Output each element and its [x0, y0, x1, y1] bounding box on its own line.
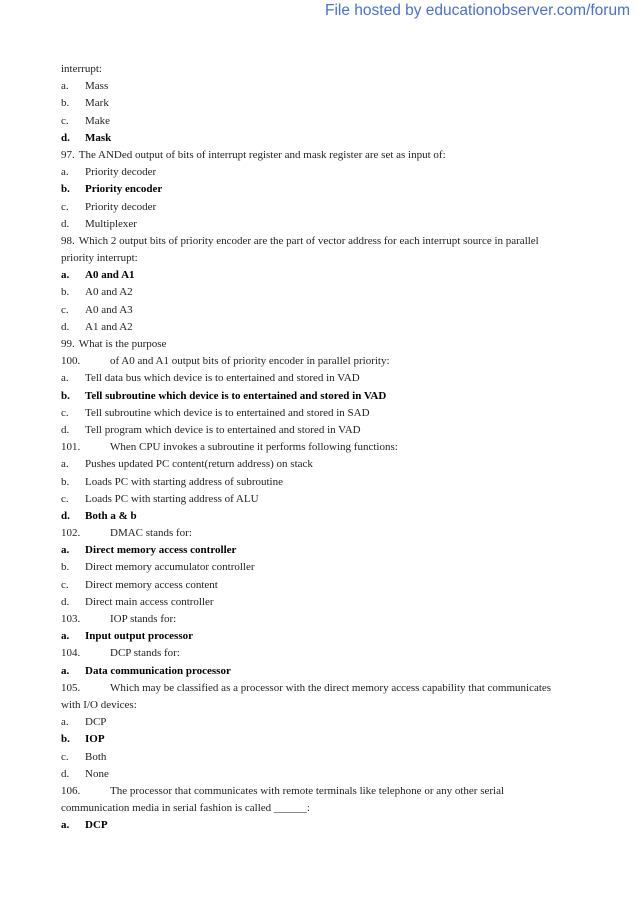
hosted-by-watermark: File hosted by educationobserver.com/forum: [325, 2, 630, 19]
option-text: A1 and A2: [85, 320, 133, 333]
answer-option-correct: [61, 663, 621, 680]
option-letter: c.: [61, 492, 69, 505]
answer-option-correct: [61, 817, 621, 834]
question-number: 100.: [61, 355, 81, 368]
question-line: [61, 439, 621, 456]
question-number: 106.: [61, 784, 81, 797]
option-letter: b.: [61, 183, 70, 196]
option-letter: d.: [61, 423, 70, 436]
option-letter: a.: [61, 458, 69, 471]
question-number: 99.: [61, 338, 75, 350]
answer-option: [61, 216, 621, 233]
option-text: IOP: [85, 733, 105, 746]
answer-option: [61, 714, 621, 731]
question-line: [61, 233, 621, 250]
answer-option: [61, 422, 621, 439]
quiz-document: [61, 61, 621, 834]
answer-option: [61, 474, 621, 491]
answer-option: [61, 199, 621, 216]
question-number: 105.: [61, 681, 81, 694]
option-text: Make: [85, 114, 111, 127]
question-number: 104.: [61, 647, 81, 660]
option-text: Tell subroutine which device is to entertained and stored in SAD: [85, 406, 370, 419]
option-letter: a.: [61, 80, 69, 93]
option-text: Tell subroutine which device is to entertained and stored in VAD: [85, 389, 387, 402]
answer-option: [61, 405, 621, 422]
option-text: Loads PC with starting address of ALU: [85, 492, 259, 505]
option-text: Mass: [85, 80, 109, 93]
text-line: [61, 697, 621, 714]
question-text: Which 2 output bits of priority encoder are the part of vector address for each interrupt source in parallel: [78, 234, 539, 247]
option-text: Mark: [85, 97, 109, 110]
answer-option: [61, 302, 621, 319]
answer-option: [61, 78, 621, 95]
answer-option: [61, 113, 621, 130]
option-text: Mask: [85, 131, 112, 144]
option-text: Multiplexer: [85, 217, 137, 230]
answer-option: [61, 456, 621, 473]
question-text: Which may be classified as a processor with the direct memory access capability that communicates: [110, 681, 552, 694]
option-letter: d.: [61, 595, 70, 608]
option-text: A0 and A3: [85, 303, 133, 316]
option-letter: c.: [61, 406, 69, 419]
question-text: The processor that communicates with remote terminals like telephone or any other serial: [110, 784, 505, 797]
option-text: Direct memory accumulator controller: [85, 561, 255, 574]
answer-option: [61, 559, 621, 576]
option-letter: b.: [61, 561, 70, 574]
answer-option-correct: [61, 130, 621, 147]
answer-option: [61, 577, 621, 594]
answer-option-correct: [61, 181, 621, 198]
option-text: A0 and A1: [85, 269, 135, 282]
option-letter: a.: [61, 372, 69, 385]
answer-option: [61, 95, 621, 112]
option-letter: a.: [61, 819, 70, 832]
answer-option: [61, 370, 621, 387]
option-text: Priority decoder: [85, 200, 157, 213]
question-line: [61, 147, 621, 164]
question-line: [61, 353, 621, 370]
question-line: [61, 611, 621, 628]
text-line: [61, 800, 621, 817]
text-line: [61, 250, 621, 267]
question-text: interrupt:: [61, 63, 102, 75]
option-text: Both: [85, 750, 107, 763]
option-text: Priority encoder: [85, 183, 163, 196]
option-text: Direct main access controller: [85, 595, 214, 608]
answer-option-correct: [61, 731, 621, 748]
answer-option-correct: [61, 508, 621, 525]
option-letter: a.: [61, 630, 70, 643]
option-text: Data communication processor: [85, 664, 231, 677]
option-letter: c.: [61, 114, 69, 127]
question-number: 98.: [61, 234, 75, 247]
option-letter: c.: [61, 303, 69, 316]
option-text: Tell program which device is to entertained and stored in VAD: [85, 423, 361, 436]
option-letter: a.: [61, 716, 69, 729]
question-text: DMAC stands for:: [110, 527, 192, 540]
text-line: [61, 61, 621, 78]
answer-option-correct: [61, 628, 621, 645]
option-text: Pushes updated PC content(return address) on stack: [85, 458, 313, 471]
option-text: DCP: [85, 716, 107, 729]
option-text: DCP: [85, 819, 108, 832]
question-text: When CPU invokes a subroutine it performs following functions:: [110, 441, 398, 454]
option-letter: a.: [61, 544, 70, 557]
answer-option: [61, 164, 621, 181]
option-text: None: [85, 767, 109, 780]
question-number: 103.: [61, 613, 81, 625]
option-letter: b.: [61, 97, 70, 110]
option-letter: c.: [61, 578, 69, 591]
answer-option: [61, 749, 621, 766]
answer-option: [61, 284, 621, 301]
question-number: 97.: [61, 148, 75, 161]
question-text: The ANDed output of bits of interrupt register and mask register are set as input of:: [78, 148, 446, 161]
option-letter: b.: [61, 475, 70, 488]
option-text: Input output processor: [85, 630, 193, 643]
option-text: Tell data bus which device is to entertained and stored in VAD: [85, 372, 360, 385]
question-number: 101.: [61, 441, 81, 454]
option-text: Direct memory access content: [85, 578, 218, 591]
question-text: DCP stands for:: [110, 647, 180, 660]
option-letter: a.: [61, 269, 70, 282]
answer-option: [61, 594, 621, 611]
option-text: Loads PC with starting address of subroutine: [85, 475, 283, 488]
question-line: [61, 680, 621, 697]
question-text: priority interrupt:: [61, 252, 138, 265]
answer-option-correct: [61, 542, 621, 559]
option-letter: d.: [61, 217, 70, 230]
option-letter: a.: [61, 664, 70, 677]
answer-option-correct: [61, 388, 621, 405]
option-letter: b.: [61, 733, 70, 746]
option-text: Priority decoder: [85, 166, 157, 179]
question-line: [61, 783, 621, 800]
answer-option: [61, 319, 621, 336]
option-letter: c.: [61, 750, 69, 763]
option-text: A0 and A2: [85, 286, 133, 299]
option-letter: d.: [61, 767, 70, 780]
question-text: of A0 and A1 output bits of priority encoder in parallel priority:: [110, 355, 390, 368]
question-line: [61, 525, 621, 542]
option-letter: a.: [61, 166, 69, 179]
option-letter: d.: [61, 509, 70, 522]
question-number: 102.: [61, 527, 81, 540]
answer-option-correct: [61, 267, 621, 284]
answer-option: [61, 766, 621, 783]
option-letter: b.: [61, 286, 70, 299]
question-text: What is the purpose: [78, 338, 167, 350]
option-text: Both a & b: [85, 509, 137, 522]
option-letter: b.: [61, 389, 70, 402]
option-letter: d.: [61, 320, 70, 333]
option-letter: c.: [61, 200, 69, 213]
option-text: Direct memory access controller: [85, 544, 237, 557]
question-text: communication media in serial fashion is called ______:: [61, 802, 310, 815]
question-line: [61, 336, 621, 353]
question-line: [61, 645, 621, 662]
answer-option: [61, 491, 621, 508]
option-letter: d.: [61, 131, 70, 144]
question-text: IOP stands for:: [110, 613, 177, 625]
question-text: with I/O devices:: [61, 698, 137, 711]
